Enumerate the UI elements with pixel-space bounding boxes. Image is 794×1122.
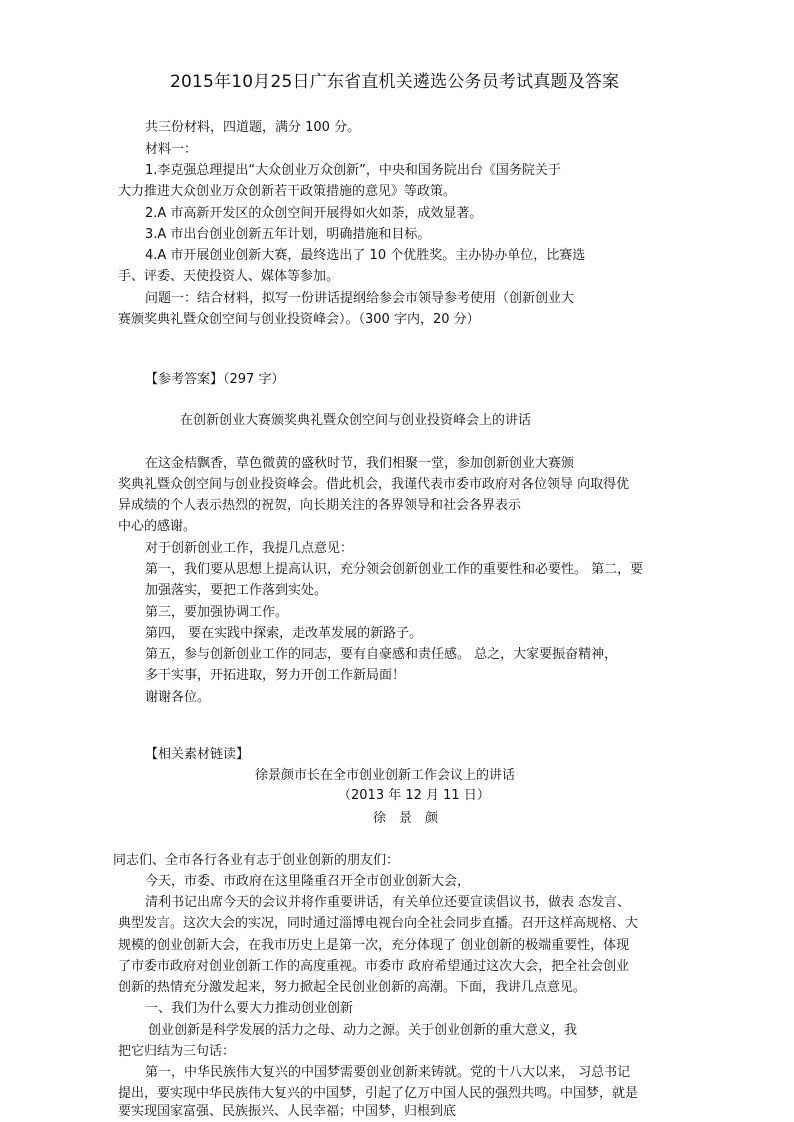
answer-speech-title: 在创新创业大赛颁奖典礼暨众创空间与创业投资峰会上的讲话 bbox=[180, 413, 532, 428]
question-line: 问题一：结合材料，拟写一份讲话提纲给参会市领导参考使用（创新创业大 bbox=[145, 291, 575, 306]
related-line: 提出，要实现中华民族伟大复兴的中国梦，引起了亿万中国人民的强烈共鸣。中国梦，就是 bbox=[118, 1086, 639, 1101]
intro-line: 材料一： bbox=[145, 142, 198, 157]
answer-line: 异成绩的个人表示热烈的祝贺，向长期关注的各界领导和社会各界表示 bbox=[118, 498, 522, 513]
answer-line: 加强落实，要把工作落到实处。 bbox=[145, 583, 328, 598]
related-speech-title: 徐景颜市长在全市创业创新工作会议上的讲话 bbox=[255, 768, 516, 783]
related-line: 同志们、全市各行各业有志于创业创新的朋友们： bbox=[113, 853, 400, 868]
question-line: 赛颁奖典礼暨众创空间与创业投资峰会）。（300 字内，20 分） bbox=[118, 312, 480, 327]
answer-line: 谢谢各位。 bbox=[145, 690, 211, 705]
answer-line: 第三，要加强协调工作。 bbox=[145, 605, 289, 620]
related-label: 【相关素材链读】 bbox=[145, 747, 250, 762]
answer-line: 对于创新创业工作，我提几点意见： bbox=[145, 541, 354, 556]
intro-line: 共三份材料，四道题，满分 100 分。 bbox=[145, 120, 361, 135]
related-date: （2013 年 12 月 11 日） bbox=[338, 788, 490, 803]
related-line: 第一，中华民族伟大复兴的中国梦需要创业创新来铸就。党的十八大以来， 习总书记 bbox=[145, 1065, 631, 1080]
related-line: 创新的热情充分激发起来，努力掀起全民创业创新的高潮。下面，我讲几点意见。 bbox=[118, 980, 587, 995]
related-line: 规模的创业创新大会，在我市历史上是第一次，充分体现了 创业创新的极端重要性，体现 bbox=[118, 938, 630, 953]
answer-line: 奖典礼暨众创空间与创业投资峰会。借此机会，我谨代表市委市政府对各位领导 向取得优 bbox=[118, 477, 630, 492]
intro-line: 1.李克强总理提出“大众创业万众创新”，中央和国务院出台《国务院关于 bbox=[145, 163, 561, 178]
answer-line: 多干实事，开拓进取，努力开创工作新局面！ bbox=[145, 668, 406, 683]
answer-line: 第五，参与创新创业工作的同志，要有自豪感和责任感。 总之，大家要振奋精神， bbox=[145, 647, 618, 662]
related-line: 典型发言。这次大会的实况，同时通过淄博电视台向全社会同步直播。召开这样高规格、大 bbox=[118, 916, 639, 931]
document-title: 2015年10月25日广东省直机关遴选公务员考试真题及答案 bbox=[170, 72, 620, 92]
related-speaker: 徐 景 颜 bbox=[373, 811, 439, 826]
answer-line: 中心的感谢。 bbox=[118, 519, 197, 534]
answer-line: 第四， 要在实践中探索，走改革发展的新路子。 bbox=[145, 626, 423, 641]
related-line: 要实现国家富强、民族振兴、人民幸福；中国梦，归根到底 bbox=[118, 1104, 457, 1119]
related-line: 今天，市委、市政府在这里隆重召开全市创业创新大会， bbox=[145, 874, 471, 889]
answer-line: 第一，我们要从思想上提高认识，充分领会创新创业工作的重要性和必要性。 第二，要 bbox=[145, 562, 644, 577]
related-line: 把它归结为三句话： bbox=[118, 1044, 236, 1059]
intro-line: 2.A 市高新开发区的众创空间开展得如火如荼，成效显著。 bbox=[145, 206, 483, 221]
related-line: 了市委市政府对创业创新工作的高度重视。市委市 政府希望通过这次大会，把全社会创业 bbox=[118, 959, 630, 974]
related-line: 创业创新是科学发展的活力之母、动力之源。关于创业创新的重大意义，我 bbox=[148, 1023, 578, 1038]
intro-line: 大力推进大众创业万众创新若干政策措施的意见》等政策。 bbox=[118, 184, 457, 199]
related-section-heading: 一、我们为什么要大力推动创业创新 bbox=[145, 1001, 354, 1016]
answer-line: 在这金桔飘香，草色微黄的盛秋时节，我们相聚一堂，参加创新创业大赛颁 bbox=[145, 456, 575, 471]
intro-line: 手、评委、天使投资人、媒体等参加。 bbox=[118, 269, 340, 284]
intro-line: 3.A 市出台创业创新五年计划，明确措施和目标。 bbox=[145, 227, 431, 242]
answer-label: 【参考答案】（297 字） bbox=[145, 372, 285, 387]
related-line: 清利书记出席今天的会议并将作重要讲话，有关单位还要宣读倡议书，做表 态发言、 bbox=[145, 895, 631, 910]
intro-line: 4.A 市开展创业创新大赛，最终选出了 10 个优胜奖。主办协办单位，比赛选 bbox=[145, 248, 586, 263]
